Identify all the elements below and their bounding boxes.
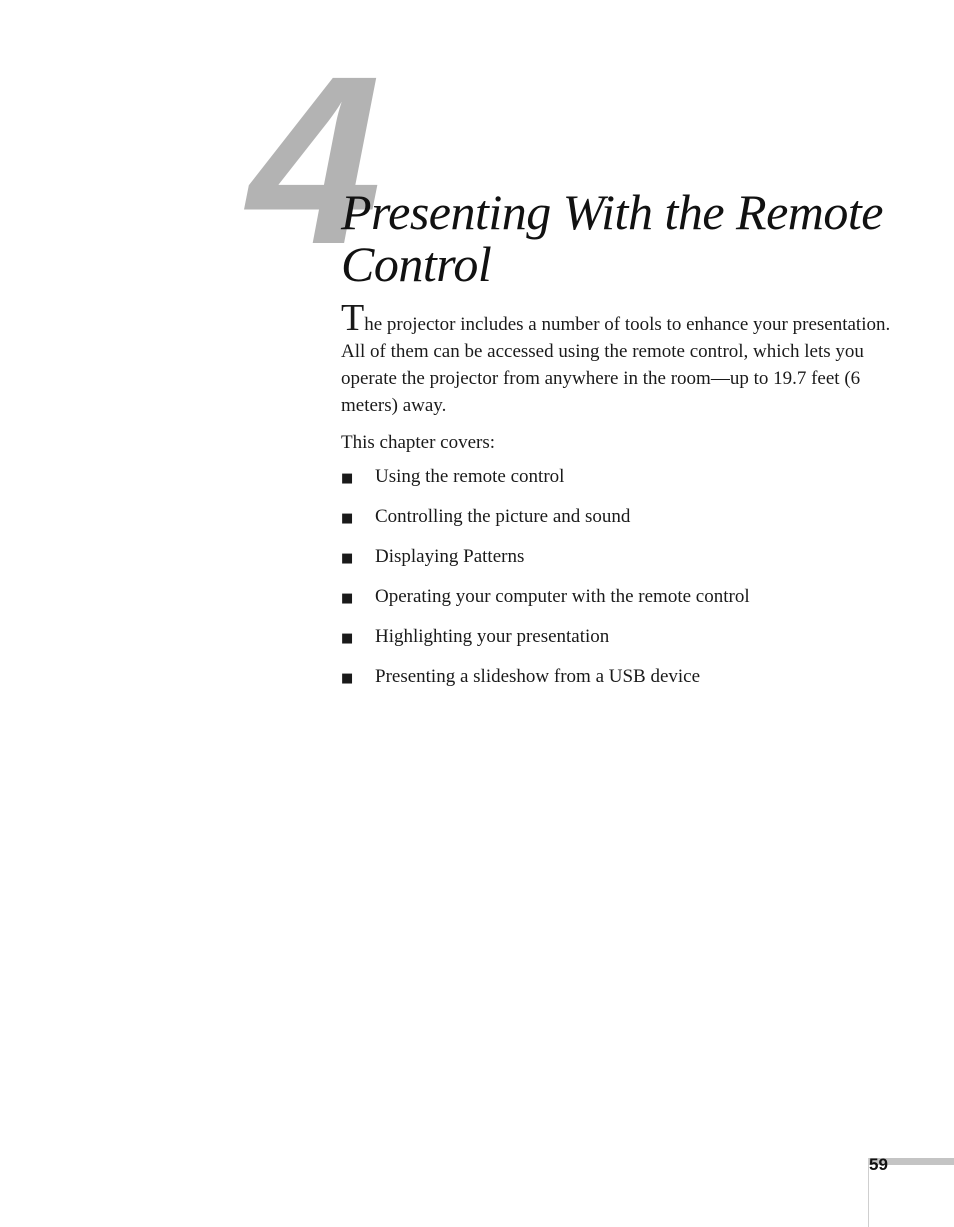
list-item [341,503,916,532]
chapter-title: Presenting With the Remote Control [341,184,883,292]
square-bullet-icon: ■ [341,471,354,486]
intro-paragraph [341,297,916,419]
page-number: 59 [869,1155,888,1174]
intro-text: he projector includes a number of tools to enhance your presentation. All of them can be accessed using the remote control, which lets you operate the projector from anywhere in the room—up to 19.7 feet (6 meters) away. [341,314,891,416]
drop-cap: T [341,297,365,339]
chapter-body [341,297,916,703]
list-item-text: Highlighting your presentation [375,626,610,647]
chapter-number: 4 [248,26,378,294]
chapter-covers-label: This chapter covers: [341,432,496,453]
list-item [341,663,916,692]
topic-list [341,463,916,692]
square-bullet-icon: ■ [341,591,354,606]
square-bullet-icon: ■ [341,511,354,526]
list-item-text: Operating your computer with the remote control [375,586,750,607]
list-item [341,623,916,652]
list-item-text: Displaying Patterns [375,546,525,567]
list-item [341,463,916,492]
square-bullet-icon: ■ [341,671,354,686]
list-item-text: Controlling the picture and sound [375,506,631,527]
list-item-text: Presenting a slideshow from a USB device [375,666,701,687]
list-item [341,583,916,612]
list-item [341,543,916,572]
square-bullet-icon: ■ [341,551,354,566]
square-bullet-icon: ■ [341,631,354,646]
list-item-text: Using the remote control [375,466,565,487]
